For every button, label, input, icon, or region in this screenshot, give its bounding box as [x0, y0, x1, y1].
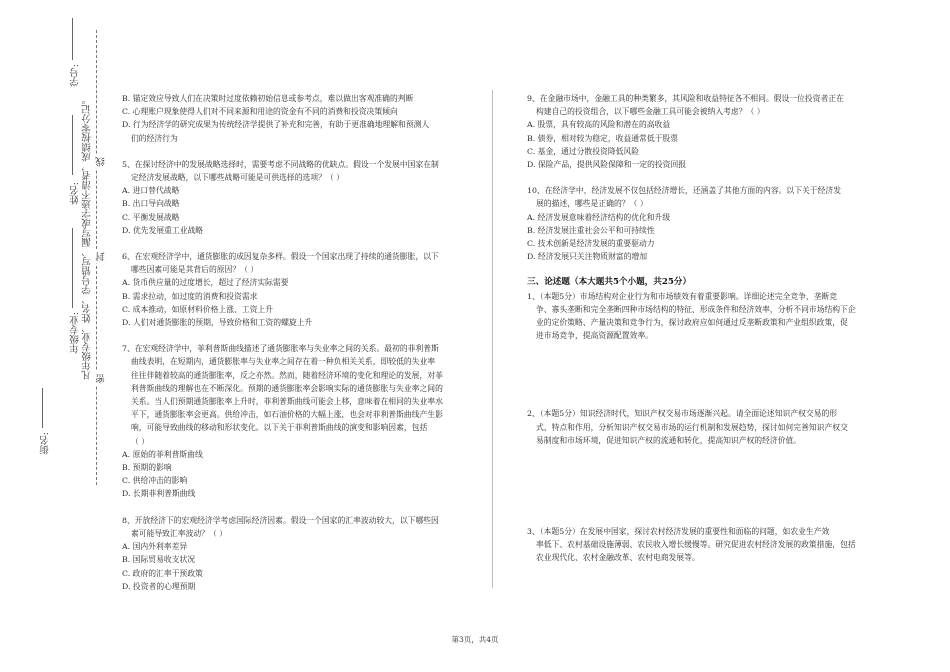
answer-option: D. 长期菲利普斯曲线	[122, 489, 196, 499]
student-id-label: 学号:	[70, 64, 81, 87]
spacer	[527, 499, 887, 512]
district-label: 街名:	[40, 432, 51, 455]
question-text-line: 展的描述，哪些是正确的？（ ）	[536, 199, 648, 209]
spacer	[527, 447, 887, 460]
question-text-line: 关系。当人们预期通货膨胀率上升时，菲利普斯曲线可能会上移，意味着在相同的失业率水	[131, 397, 443, 407]
grade-label: 年级专业:	[70, 312, 81, 354]
question-stem: 10、在经济学中，经济发展不仅包括经济增长，还涵盖了其他方面的内容。以下关于经济发	[527, 186, 841, 196]
question-text-line: 式、特点和作用，分析知识产权交易市场的运行机制和发展趋势，探讨如何完善知识产权交	[536, 422, 848, 432]
question-stem: 5、在探讨经济中的发展战略选择时，需要考虑不同战略的优缺点。假设一个发展中国家在制	[122, 159, 439, 169]
question-stem: 7、在宏观经济学中，菲利普斯曲线描述了通货膨胀率与失业率之间的关系。最初的菲利普斯	[122, 344, 439, 354]
question-text-line: 率低下、农村基础设施薄弱、农民收入增长缓慢等。研究促进农村经济发展的政策措施，包括	[536, 540, 856, 550]
answer-option: C. 成本推动，如原材料价格上涨、工资上升	[122, 304, 273, 314]
answer-option: D. 行为经济学的研究成果为传统经济学提供了补充和完善，有助于更准确地理解和预测人	[122, 120, 430, 130]
notice-text: 凡年级专业、姓名、学号错写、漏写或字迹不清者，成绩按零分记。	[82, 95, 93, 380]
answer-option: C. 供给冲击的影响	[122, 476, 188, 486]
name-underline	[72, 115, 73, 175]
spacer	[527, 381, 887, 394]
answer-option: D. 投资者的心理预期	[122, 581, 196, 591]
answer-option: A. 进口替代战略	[122, 186, 180, 196]
answer-option: D. 经济发展只关注物质财富的增加	[527, 252, 648, 262]
answer-option: A. 国内外利率差异	[122, 542, 188, 552]
question-stem: 3、（本题5分）在发展中国家，探讨农村经济发展的重要性和面临的问题，如农业生产效	[527, 527, 830, 537]
question-text-line: 响，可能导致曲线的移动和形状变化。以下关于菲利普斯曲线的演变和影响因素，包括	[131, 423, 428, 433]
answer-option: C. 心理账户现象使得人们对不同来源和用途的资金有不同的消费和投资决策倾向	[122, 107, 398, 117]
answer-option: B. 经济发展注重社会公平和可持续性	[527, 225, 655, 235]
question-text-line: 易制度和市场环境，促进知识产权的流通和转化，提高知识产权的经济价值。	[536, 435, 802, 445]
question-text-line: 们的经济行为	[131, 133, 178, 143]
answer-option: D. 人们对通货膨胀的预期，导致价格和工资的螺旋上升	[122, 318, 313, 328]
spacer	[527, 368, 887, 381]
question-text-line: 素可能导致汇率波动？（ ）	[131, 528, 228, 538]
question-text-line: 平下，通货膨胀率会更高。供给冲击，如石油价格的大幅上涨，也会对菲利普斯曲线产生影	[131, 410, 443, 420]
answer-option: B. 出口导向战略	[122, 199, 180, 209]
answer-option: C. 平衡发展战略	[122, 212, 180, 222]
answer-option: C. 政府的汇率干预政策	[122, 568, 203, 578]
answer-option: B. 预期的影响	[122, 463, 172, 473]
spacer	[527, 473, 887, 486]
spacer	[527, 460, 887, 473]
question-stem: 8、开放经济下的宏观经济学考虑国际经济因素。假设一个国家的汇率波动较大，以下哪些因	[122, 515, 439, 525]
question-text-line: （ ）	[131, 436, 150, 446]
question-text-line: 进市场竞争，提高资源配置效率。	[536, 331, 653, 341]
right-question-column	[527, 92, 887, 565]
question-stem: 9、在金融市场中，金融工具的种类繁多，其风险和收益特征各不相同。假设一位投资者正在	[527, 94, 844, 103]
binding-margin	[0, 0, 112, 672]
page-footer: 第3页，共4页	[451, 635, 499, 644]
answer-option: B. 债券，相对较为稳定，收益通常低于股票	[527, 133, 679, 143]
question-text-line: 争、寡头垄断和完全垄断四种市场结构的特征、形成条件和经济效率，分析不同市场结构下企	[536, 304, 856, 314]
left-question-column	[122, 92, 482, 593]
column-divider	[492, 90, 493, 588]
spacer	[527, 342, 887, 355]
answer-option: D. 优先发展重工业战略	[122, 225, 204, 235]
spacer	[527, 355, 887, 368]
question-stem: 6、在宏观经济学中，通货膨胀的成因复杂多样。假设一个国家出现了持续的通货膨胀，以下	[122, 252, 439, 262]
section-heading: 三、论述题（本大题共5个小题，共25分）	[527, 277, 692, 288]
spacer	[122, 501, 482, 514]
district-underline	[42, 388, 43, 428]
answer-option: A. 原始的菲利普斯曲线	[122, 449, 203, 459]
seal-mark-mi: 密	[96, 374, 107, 384]
spacer	[527, 512, 887, 525]
spacer	[122, 237, 482, 250]
spacer	[527, 171, 887, 184]
student-id-underline	[72, 18, 73, 60]
question-text-line: 曲线表明，在短期内，通货膨胀率与失业率之间存在着一种负相关关系，即较低的失业率	[131, 357, 436, 367]
answer-option: A. 经济发展意味着经济结构的优化和升级	[527, 212, 671, 222]
grade-underline	[72, 228, 73, 308]
seal-mark-feng: 封	[96, 252, 107, 262]
question-text-line: 农业现代化、农村金融改革、农村电商发展等。	[536, 553, 700, 563]
seal-mark-xian: 线	[96, 157, 107, 167]
name-label: 姓名:	[70, 182, 81, 205]
spacer	[122, 145, 482, 158]
answer-option: C. 基金，通过分散投资降低风险	[527, 146, 640, 156]
spacer	[527, 263, 887, 276]
spacer	[527, 486, 887, 499]
answer-option: B. 国际贸易收支状况	[122, 555, 196, 565]
question-text-line: 利普斯曲线的理解也在不断深化。预期的通货膨胀率会影响实际的通货膨胀与失业率之间的	[131, 383, 443, 393]
answer-option: C. 技术创新是经济发展的重要驱动力	[527, 239, 655, 249]
question-text-line: 业的定价策略、产量决策和竞争行为，探讨政府应如何通过反垄断政策和产业组织政策，促	[536, 318, 848, 328]
answer-option: A. 股票，具有较高的风险和潜在的高收益	[527, 120, 671, 130]
answer-option: B. 需求拉动，如过度的消费和投资需求	[122, 291, 258, 301]
question-text-line: 构建自己的投资组合，以下哪些金融工具可能会被纳入考虑？（ ）	[536, 107, 765, 117]
question-text-line: 定经济发展战略，以下哪些战略可能是可供选择的选项？（ ）	[131, 173, 344, 183]
question-text-line: 哪些因素可能是其背后的原因？（ ）	[131, 265, 259, 275]
answer-option: B. 锚定效应导致人们在决策时过度依赖初始信息或参考点，难以做出客观准确的判断	[122, 94, 414, 103]
spacer	[527, 394, 887, 407]
question-stem: 2、（本题5分）知识经济时代，知识产权交易市场逐渐兴起。请全面论述知识产权交易的形	[527, 409, 838, 419]
question-stem: 1、（本题5分）市场结构对企业行为和市场绩效有着重要影响。详细论述完全竞争、垄断竞	[527, 291, 838, 301]
answer-option: D. 保险产品，提供风险保障和一定的投资回报	[527, 160, 687, 170]
answer-option: A. 货币供应量的过度增长，超过了经济实际需要	[122, 278, 289, 288]
question-text-line: 往往伴随着较高的通货膨胀率，反之亦然。然而，随着经济环境的变化和理论的发展，对菲	[131, 370, 443, 380]
spacer	[122, 329, 482, 342]
